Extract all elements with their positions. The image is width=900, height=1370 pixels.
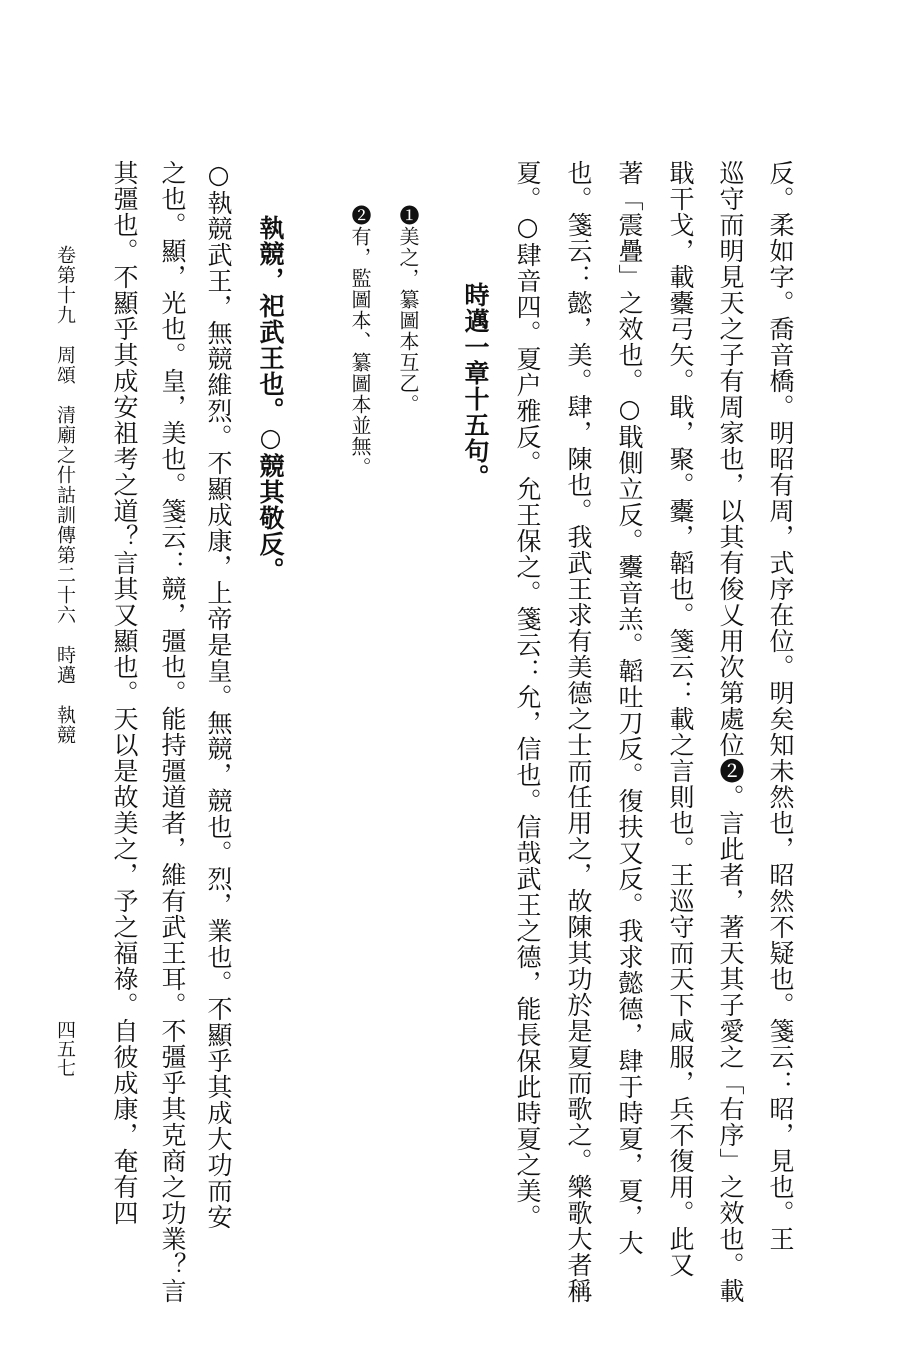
footnote-2: ❷有，監圖本、纂圖本並無。 [348,205,372,478]
running-header: 卷第十九 周頌 清廟之什詁訓傳第二十六 時邁 執競 [54,245,76,745]
chapter-summary: 時邁一章十五句。 [461,282,490,490]
text-column-11: 其彊也。不顯乎其成安祖考之道？言其又顯也。天以是故美之，予之福祿。自彼成康，奄有四 [110,160,139,1226]
footnote-1: ❶美之，纂圖本互乙。 [396,205,420,415]
text-column-3: 戢干戈，載櫜弓矢。戢，聚。櫜，韜也。箋云：載之言則也。王巡守而天下咸服，兵不復用。此又 [666,160,695,1278]
text-column-4: 著「震疊」之效也。○戢側立反。櫜音羔。韜吐刀反。復扶又反。我求懿德，肆于時夏，夏，大 [615,160,644,1256]
text-column-9: ○執競武王，無競維烈。不顯成康，上帝是皇。無競，競也。烈，業也。不顯乎其成大功而安 [204,160,233,1230]
text-column-6: 夏。○肆音四。夏户雅反。允王保之。箋云：允，信也。信哉武王之德，能長保此時夏之美。 [513,160,542,1230]
text-column-5: 也。箋云：懿，美。肆，陳也。我武王求有美德之士而任用之，故陳其功於是夏而歌之。樂歌大者稱 [564,160,593,1304]
text-column-10: 之也。顯，光也。皇，美也。箋云：競，彊也。能持彊道者，維有武王耳。不彊乎其克商之功業？言 [158,160,187,1304]
section-title: 執競，祀武王也。○競其敬反。 [256,215,285,583]
page-number: 四五七 [54,1020,76,1077]
text-column-2: 巡守而明見天之子有周家也，以其有俊乂用次第處位❷。言此者，著天其子愛之「右序」之效也。載 [716,160,745,1304]
text-column-1: 反。柔如字。喬音橋。明昭有周，式序在位。明矣知未然也，昭然不疑也。箋云：昭，見也。王 [766,160,795,1252]
